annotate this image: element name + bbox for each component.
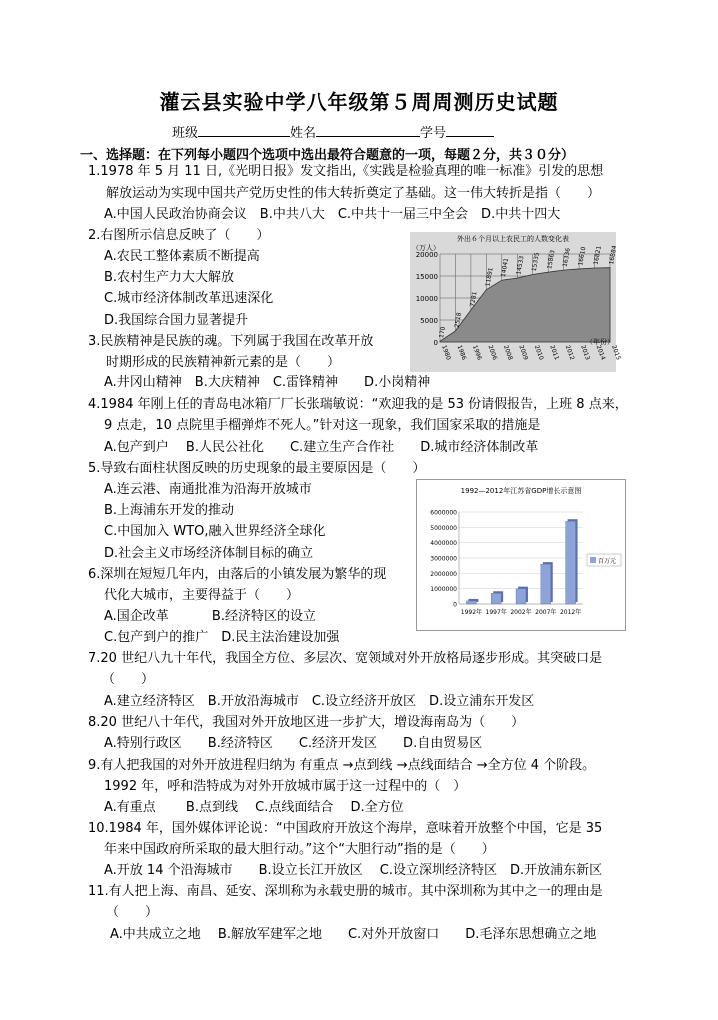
section-heading: 一、选择题：在下列每小题四个选项中选出最符合题意的一项，每题２分，共３０分） bbox=[80, 148, 575, 163]
question-line: B.上海浦东开发的推动 bbox=[104, 503, 235, 518]
y-tick-label: 3000000 bbox=[430, 555, 457, 563]
question-line: B.农村生产力大大解放 bbox=[104, 270, 235, 285]
question-line: A.农民工整体素质不断提高 bbox=[104, 249, 260, 264]
question-line: A.有重点 B.点到线 C.点线面结合 D.全方位 bbox=[104, 800, 404, 815]
y-tick-label: 2000000 bbox=[430, 570, 457, 578]
x-tick-label: 2007年 bbox=[535, 609, 557, 616]
data-label: 16821 bbox=[592, 245, 603, 266]
question-line: A.中国人民政治协商会议 B.中共八大 C.中共十一届三中全会 D.中共十四大 bbox=[104, 207, 561, 222]
question-line: D.社会主义市场经济体制目标的确立 bbox=[104, 546, 314, 561]
x-tick-label: 2008 bbox=[501, 344, 514, 362]
question-line: 2.右图所示信息反映了（ ） bbox=[88, 228, 270, 243]
x-tick-label: 2012 bbox=[563, 344, 576, 362]
chart-title: 1992—2012年江苏省GDP增长示意图 bbox=[460, 487, 582, 495]
x-tick-label: 2013 bbox=[579, 344, 592, 362]
gdp-chart-svg bbox=[417, 480, 625, 630]
question-line: A.连云港、南通批准为沿海开放城市 bbox=[104, 482, 312, 497]
y-tick-label: 6000000 bbox=[430, 509, 457, 517]
y-tick-label: 5000000 bbox=[430, 524, 457, 532]
question-line: 7.20 世纪八九十年代，我国全方位、多层次、宽领域对外开放格局逐步形成。其突破口是 bbox=[88, 651, 603, 666]
question-line: A.建立经济特区 B.开放沿海城市 C.设立经济开放区 D.设立浦东开发区 bbox=[104, 694, 535, 709]
question-line: 1992 年，呼和浩特成为对外开放城市属于这一过程中的（ ） bbox=[104, 779, 467, 794]
migrant-worker-chart-svg bbox=[410, 232, 622, 372]
x-tick-label: 1997年 bbox=[485, 609, 507, 616]
question-line: A.井冈山精神 B.大庆精神 C.雷锋精神 D.小岗精神 bbox=[104, 375, 431, 390]
x-tick-label: 2014 bbox=[594, 344, 607, 362]
question-line: A.开放 14 个沿海城市 B.设立长江开放区 C.设立深圳经济特区 D.开放浦东新区 bbox=[104, 863, 603, 878]
question-line: 5.导致右面柱状图反映的历史现象的最主要原因是（ ） bbox=[88, 461, 426, 476]
migrant-worker-chart bbox=[410, 232, 622, 372]
question-line: 6.深圳在短短几年内，由落后的小镇发展为繁华的现 bbox=[88, 567, 387, 582]
data-label: 16884 bbox=[608, 245, 619, 266]
question-line: A.特别行政区 B.经济特区 C.经济开发区 D.自由贸易区 bbox=[104, 736, 483, 751]
bar bbox=[516, 589, 526, 604]
legend-label: 百万元 bbox=[598, 558, 617, 565]
question-line: 9.有人把我国的对外开放进程归纳为 有重点 →点到线 →点线面结合 →全方位 4 个阶段。 bbox=[88, 758, 596, 773]
data-label: 2518 bbox=[453, 312, 464, 329]
question-line: C.包产到户的推广 D.民主法治建设加强 bbox=[104, 630, 340, 645]
x-tick-label: 2006 bbox=[486, 344, 499, 362]
y-tick-label: 1000000 bbox=[430, 586, 457, 594]
bar bbox=[466, 601, 476, 604]
question-line: 4.1984 年刚上任的青岛电冰箱厂厂长张瑞敏说：“欢迎我的是 53 份请假报告，上班 8 点来， bbox=[88, 397, 628, 412]
question-line: 1.1978 年 5 月 11 日,《光明日报》发文指出,《实践是检验真理的唯一标准》引发的思想 bbox=[88, 164, 604, 179]
data-label: 14533 bbox=[515, 255, 526, 276]
x-tick-label: 1996 bbox=[471, 344, 483, 362]
question-line: C.城市经济体制改革迅速深化 bbox=[104, 291, 274, 306]
x-tick-label: 2010 bbox=[532, 344, 545, 362]
question-line: C.中国加入 WTO,融入世界经济全球化 bbox=[104, 524, 326, 539]
question-line: 10.1984 年，国外媒体评论说：“中国政府开放这个海岸，意味着开放整个中国，它是 35 bbox=[88, 821, 603, 836]
data-label: 16336 bbox=[561, 247, 572, 268]
question-line: 时期形成的民族精神新元素的是（ ） bbox=[106, 355, 341, 370]
question-line: 9 点走，10 点院里手榴弹炸不死人。”针对这一现象，我们国家采取的措施是 bbox=[104, 418, 541, 433]
y-tick-label: 15000 bbox=[415, 273, 438, 281]
y-tick-label: 20000 bbox=[415, 251, 438, 259]
chart-title: 外出６个月以上农民工的人数变化表 bbox=[457, 235, 569, 243]
y-unit-label: （万人） bbox=[412, 244, 440, 252]
question-line: A.中共成立之地 B.解放军建军之地 C.对外开放窗口 D.毛泽东思想确立之地 bbox=[110, 927, 597, 942]
x-tick-label: 2002年 bbox=[510, 609, 532, 616]
x-tick-label: 2015 bbox=[610, 344, 622, 362]
data-label: 15863 bbox=[546, 249, 557, 270]
data-area bbox=[440, 268, 610, 342]
x-tick-label: 2011 bbox=[548, 344, 561, 362]
question-line: 年来中国政府所采取的最大胆行动。”这个“大胆行动”指的是（ ） bbox=[104, 842, 495, 857]
id-blank[interactable] bbox=[446, 123, 494, 137]
data-label: 11891 bbox=[484, 267, 495, 288]
question-line: 3.民族精神是民族的魂。下列属于我国在改革开放 bbox=[88, 334, 374, 349]
question-line: A.国企改革 B.经济特区的设立 bbox=[104, 609, 316, 624]
x-tick-label: 1986 bbox=[455, 344, 468, 362]
data-label: 14041 bbox=[499, 257, 511, 278]
student-info-line bbox=[172, 122, 494, 141]
class-blank[interactable] bbox=[198, 123, 290, 137]
y-tick-label: 10000 bbox=[415, 295, 438, 303]
gdp-chart bbox=[416, 479, 626, 631]
question-line: 11.有人把上海、南昌、延安、深圳称为永载史册的城市。其中深圳称为其中之一的理由是 bbox=[88, 884, 603, 899]
y-tick-label: 4000000 bbox=[430, 540, 457, 548]
y-tick-label: 5000 bbox=[420, 317, 438, 325]
name-label: 姓名 bbox=[290, 126, 317, 141]
name-blank[interactable] bbox=[316, 123, 420, 137]
y-tick-label: 0 bbox=[433, 339, 438, 347]
question-line: （ ） bbox=[106, 905, 159, 920]
page-title: 灌云县实验中学八年级第５周周测历史试题 bbox=[159, 90, 559, 114]
x-tick-label: 1980 bbox=[440, 344, 452, 362]
x-tick-label: 2009 bbox=[517, 344, 530, 362]
data-label: 16610 bbox=[577, 246, 588, 267]
x-tick-label: 2012年 bbox=[559, 609, 582, 616]
id-label: 学号 bbox=[420, 126, 447, 141]
question-line: A.包产到户 B.人民公社化 C.建立生产合作社 D.城市经济体制改革 bbox=[104, 440, 539, 455]
class-label: 班级 bbox=[172, 126, 199, 141]
question-line: D.我国综合国力显著提升 bbox=[104, 313, 249, 328]
question-line: 解放运动为实现中国共产党历史性的伟大转折奠定了基础。这一伟大转折是指（ ） bbox=[106, 186, 601, 201]
bar bbox=[541, 564, 551, 604]
bar bbox=[566, 521, 576, 604]
question-line: （ ） bbox=[102, 672, 155, 687]
bar bbox=[491, 593, 501, 604]
x-tick-label: 1992年 bbox=[460, 609, 483, 616]
data-label: 7281 bbox=[468, 291, 479, 308]
data-label: 170 bbox=[438, 326, 447, 339]
question-line: 8.20 世纪八十年代，我国对外开放地区进一步扩大，增设海南岛为（ ） bbox=[88, 715, 525, 730]
question-line: 代化大城市，主要得益于（ ） bbox=[104, 588, 300, 603]
y-tick-label: 0 bbox=[453, 601, 457, 609]
legend-swatch bbox=[590, 557, 596, 563]
x-axis-label: （年份） bbox=[586, 338, 614, 346]
data-label: 15335 bbox=[530, 251, 542, 272]
